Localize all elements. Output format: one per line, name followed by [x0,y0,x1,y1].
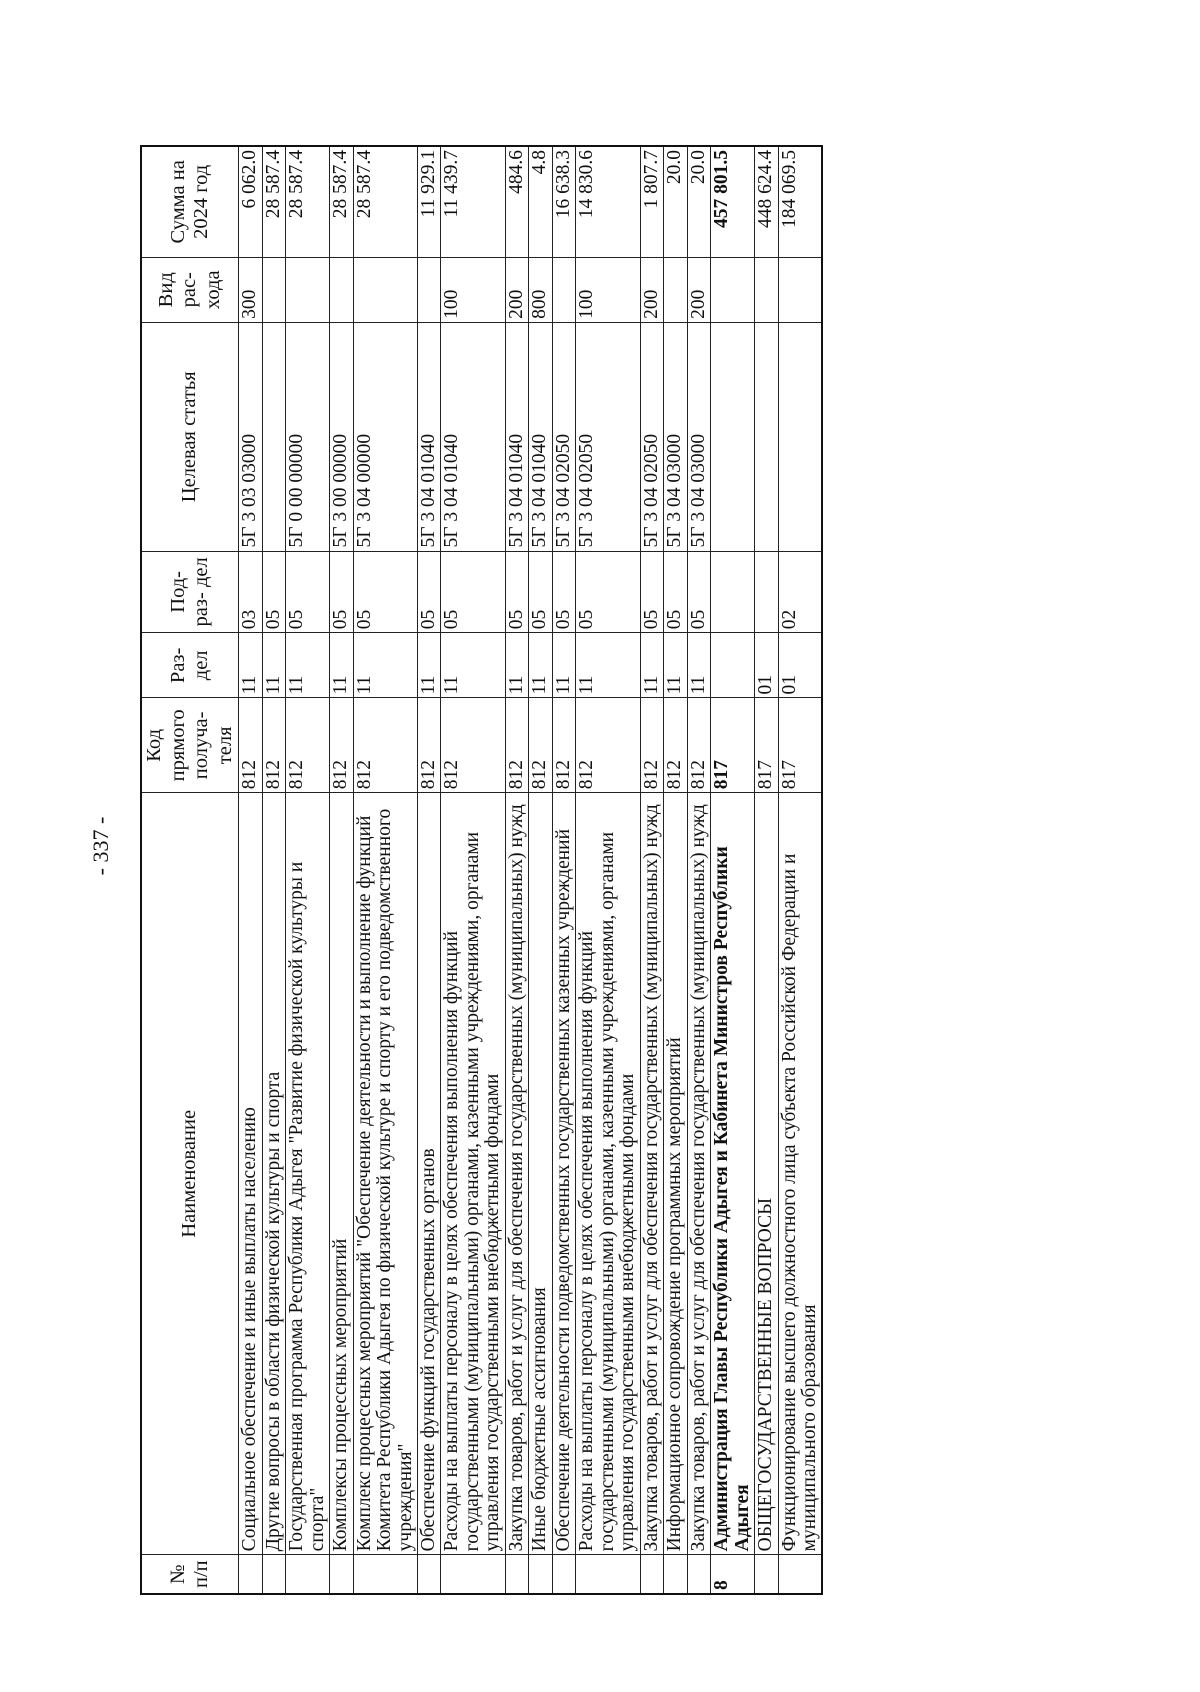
cell-podrazdel: 05 [529,551,552,633]
cell-num [505,1555,528,1594]
cell-num [755,1555,778,1594]
cell-name: ОБЩЕГОСУДАРСТВЕННЫЕ ВОПРОСЫ [755,793,778,1555]
header-num: № п/п [141,1555,239,1594]
cell-sum: 28 587.4 [286,146,330,257]
cell-code: 812 [552,698,575,793]
cell-vid [664,257,687,322]
cell-num [353,1555,417,1594]
cell-sum: 6 062.0 [239,146,262,257]
cell-razdel [711,633,755,698]
cell-vid: 200 [687,257,710,322]
cell-vid [286,257,330,322]
cell-podrazdel: 05 [262,551,285,633]
cell-vid [262,257,285,322]
cell-podrazdel: 02 [778,551,822,633]
cell-vid [778,257,822,322]
cell-name: Комплексы процессных мероприятий [330,793,353,1555]
cell-num [687,1555,710,1594]
cell-podrazdel: 05 [353,551,417,633]
cell-razdel: 11 [576,633,640,698]
cell-podrazdel: 05 [664,551,687,633]
cell-razdel: 11 [529,633,552,698]
cell-code: 812 [353,698,417,793]
cell-podrazdel: 05 [640,551,663,633]
cell-sum: 14 830.6 [576,146,640,257]
cell-code: 812 [330,698,353,793]
cell-razdel: 11 [505,633,528,698]
cell-vid [353,257,417,322]
cell-code: 812 [576,698,640,793]
cell-vid: 100 [576,257,640,322]
cell-sum: 11 929.1 [418,146,441,257]
cell-name: Закупка товаров, работ и услуг для обеспечения государственных (муниципальных) нужд [640,793,663,1555]
table-row [664,146,687,1594]
cell-code: 812 [286,698,330,793]
cell-name: Обеспечение деятельности подведомственных государственных казенных учреждений [552,793,575,1555]
cell-target [778,322,822,551]
cell-target: 5Г 3 04 00000 [353,322,417,551]
cell-razdel: 11 [418,633,441,698]
cell-target: 5Г 3 04 02050 [640,322,663,551]
cell-target: 5Г 3 04 02050 [552,322,575,551]
cell-code: 817 [755,698,778,793]
cell-sum: 484.6 [505,146,528,257]
cell-sum: 28 587.4 [330,146,353,257]
cell-podrazdel: 05 [505,551,528,633]
cell-razdel: 11 [286,633,330,698]
cell-target: 5Г 3 04 01040 [505,322,528,551]
cell-razdel: 11 [262,633,285,698]
cell-num [286,1555,330,1594]
cell-sum: 11 439.7 [441,146,505,257]
cell-podrazdel: 05 [576,551,640,633]
table-row [576,146,640,1594]
cell-name: Функционирование высшего должностного лица субъекта Российской Федерации и муниципального образования [778,793,822,1555]
cell-vid [755,257,778,322]
cell-razdel: 11 [239,633,262,698]
header-sum: Сумма на 2024 год [141,146,239,257]
cell-vid: 800 [529,257,552,322]
cell-num [330,1555,353,1594]
cell-name: Комплекс процессных мероприятий "Обеспечение деятельности и выполнение функций Комитета Республики Адыгея по физической культуре и спорту и его подведомственного учреждения" [353,793,417,1555]
budget-table [140,145,823,1595]
table-row [353,146,417,1594]
cell-podrazdel: 05 [286,551,330,633]
cell-code: 812 [239,698,262,793]
cell-num [576,1555,640,1594]
cell-sum: 184 069.5 [778,146,822,257]
cell-target: 5Г 3 04 03000 [664,322,687,551]
cell-sum: 1 807.7 [640,146,663,257]
cell-podrazdel: 05 [330,551,353,633]
cell-num [239,1555,262,1594]
cell-sum: 448 624.4 [755,146,778,257]
cell-code: 812 [664,698,687,793]
cell-sum: 16 638.3 [552,146,575,257]
table-row [262,146,285,1594]
cell-num [418,1555,441,1594]
table-row [418,146,441,1594]
cell-code: 812 [418,698,441,793]
cell-razdel: 01 [778,633,822,698]
cell-razdel: 11 [664,633,687,698]
cell-num [441,1555,505,1594]
cell-code: 817 [711,698,755,793]
table-row [687,146,710,1594]
cell-target [711,322,755,551]
cell-razdel: 11 [687,633,710,698]
header-row [141,146,239,1594]
cell-target: 5Г 0 00 00000 [286,322,330,551]
cell-name: Закупка товаров, работ и услуг для обеспечения государственных (муниципальных) нужд [687,793,710,1555]
cell-razdel: 11 [353,633,417,698]
cell-code: 812 [441,698,505,793]
cell-name: Администрация Главы Республики Адыгея и Кабинета Министров Республики Адыгея [711,793,755,1555]
cell-num [664,1555,687,1594]
cell-razdel: 01 [755,633,778,698]
cell-name: Социальное обеспечение и иные выплаты населению [239,793,262,1555]
cell-podrazdel: 03 [239,551,262,633]
table-row [529,146,552,1594]
table-row [552,146,575,1594]
table-row [505,146,528,1594]
cell-podrazdel [755,551,778,633]
cell-name: Иные бюджетные ассигнования [529,793,552,1555]
cell-sum: 457 801.5 [711,146,755,257]
cell-sum: 4.8 [529,146,552,257]
cell-target: 5Г 3 03 03000 [239,322,262,551]
cell-sum: 20.0 [664,146,687,257]
cell-num [778,1555,822,1594]
cell-target: 5Г 3 04 03000 [687,322,710,551]
cell-name: Информационное сопровождение программных мероприятий [664,793,687,1555]
cell-podrazdel: 05 [687,551,710,633]
table-row [239,146,262,1594]
cell-code: 812 [687,698,710,793]
cell-num [552,1555,575,1594]
table-row [755,146,778,1594]
header-name: Наименование [141,793,239,1555]
cell-code: 812 [505,698,528,793]
cell-code: 812 [529,698,552,793]
cell-num: 8 [711,1555,755,1594]
cell-target: 5Г 3 04 01040 [441,322,505,551]
cell-code: 812 [262,698,285,793]
cell-name: Расходы на выплаты персоналу в целях обеспечения выполнения функций государственными (муниципальными) органами, казенными учреждениями, органами управления государственными внебюджетными фондами [576,793,640,1555]
table-body [239,146,823,1594]
budget-table-container [140,145,1030,1595]
cell-name: Другие вопросы в области физической культуры и спорта [262,793,285,1555]
cell-num [262,1555,285,1594]
cell-sum: 28 587.4 [353,146,417,257]
cell-vid [418,257,441,322]
cell-razdel: 11 [640,633,663,698]
table-row [330,146,353,1594]
cell-razdel: 11 [552,633,575,698]
table-row [640,146,663,1594]
cell-name: Расходы на выплаты персоналу в целях обеспечения выполнения функций государственными (муниципальными) органами, казенными учреждениями, органами управления государственными внебюджетными фондами [441,793,505,1555]
header-razdel: Раз- дел [141,633,239,698]
cell-code: 812 [640,698,663,793]
cell-razdel: 11 [330,633,353,698]
header-podrazdel: Под- раз- дел [141,551,239,633]
cell-name: Закупка товаров, работ и услуг для обеспечения государственных (муниципальных) нужд [505,793,528,1555]
cell-name: Обеспечение функций государственных органов [418,793,441,1555]
cell-sum: 20.0 [687,146,710,257]
cell-num [529,1555,552,1594]
cell-code: 817 [778,698,822,793]
cell-razdel: 11 [441,633,505,698]
table-row [778,146,822,1594]
cell-target: 5Г 3 04 01040 [529,322,552,551]
cell-vid [711,257,755,322]
table-row [286,146,330,1594]
cell-podrazdel: 05 [418,551,441,633]
cell-num [640,1555,663,1594]
page-number: - 337 - [88,816,113,876]
cell-target: 5Г 3 04 01040 [418,322,441,551]
cell-vid: 300 [239,257,262,322]
cell-sum: 28 587.4 [262,146,285,257]
cell-vid [552,257,575,322]
cell-target: 5Г 3 04 02050 [576,322,640,551]
header-target: Целевая статья [141,322,239,551]
cell-name: Государственная программа Республики Адыгея "Развитие физической культуры и спорта" [286,793,330,1555]
cell-podrazdel [711,551,755,633]
cell-target [755,322,778,551]
cell-podrazdel: 05 [441,551,505,633]
cell-target: 5Г 3 00 00000 [330,322,353,551]
cell-vid: 200 [505,257,528,322]
cell-podrazdel: 05 [552,551,575,633]
cell-target [262,322,285,551]
table-row [441,146,505,1594]
cell-vid [330,257,353,322]
header-code: Код прямого получа- теля [141,698,239,793]
header-vid: Вид рас- хода [141,257,239,322]
cell-vid: 100 [441,257,505,322]
table-row [711,146,755,1594]
cell-vid: 200 [640,257,663,322]
